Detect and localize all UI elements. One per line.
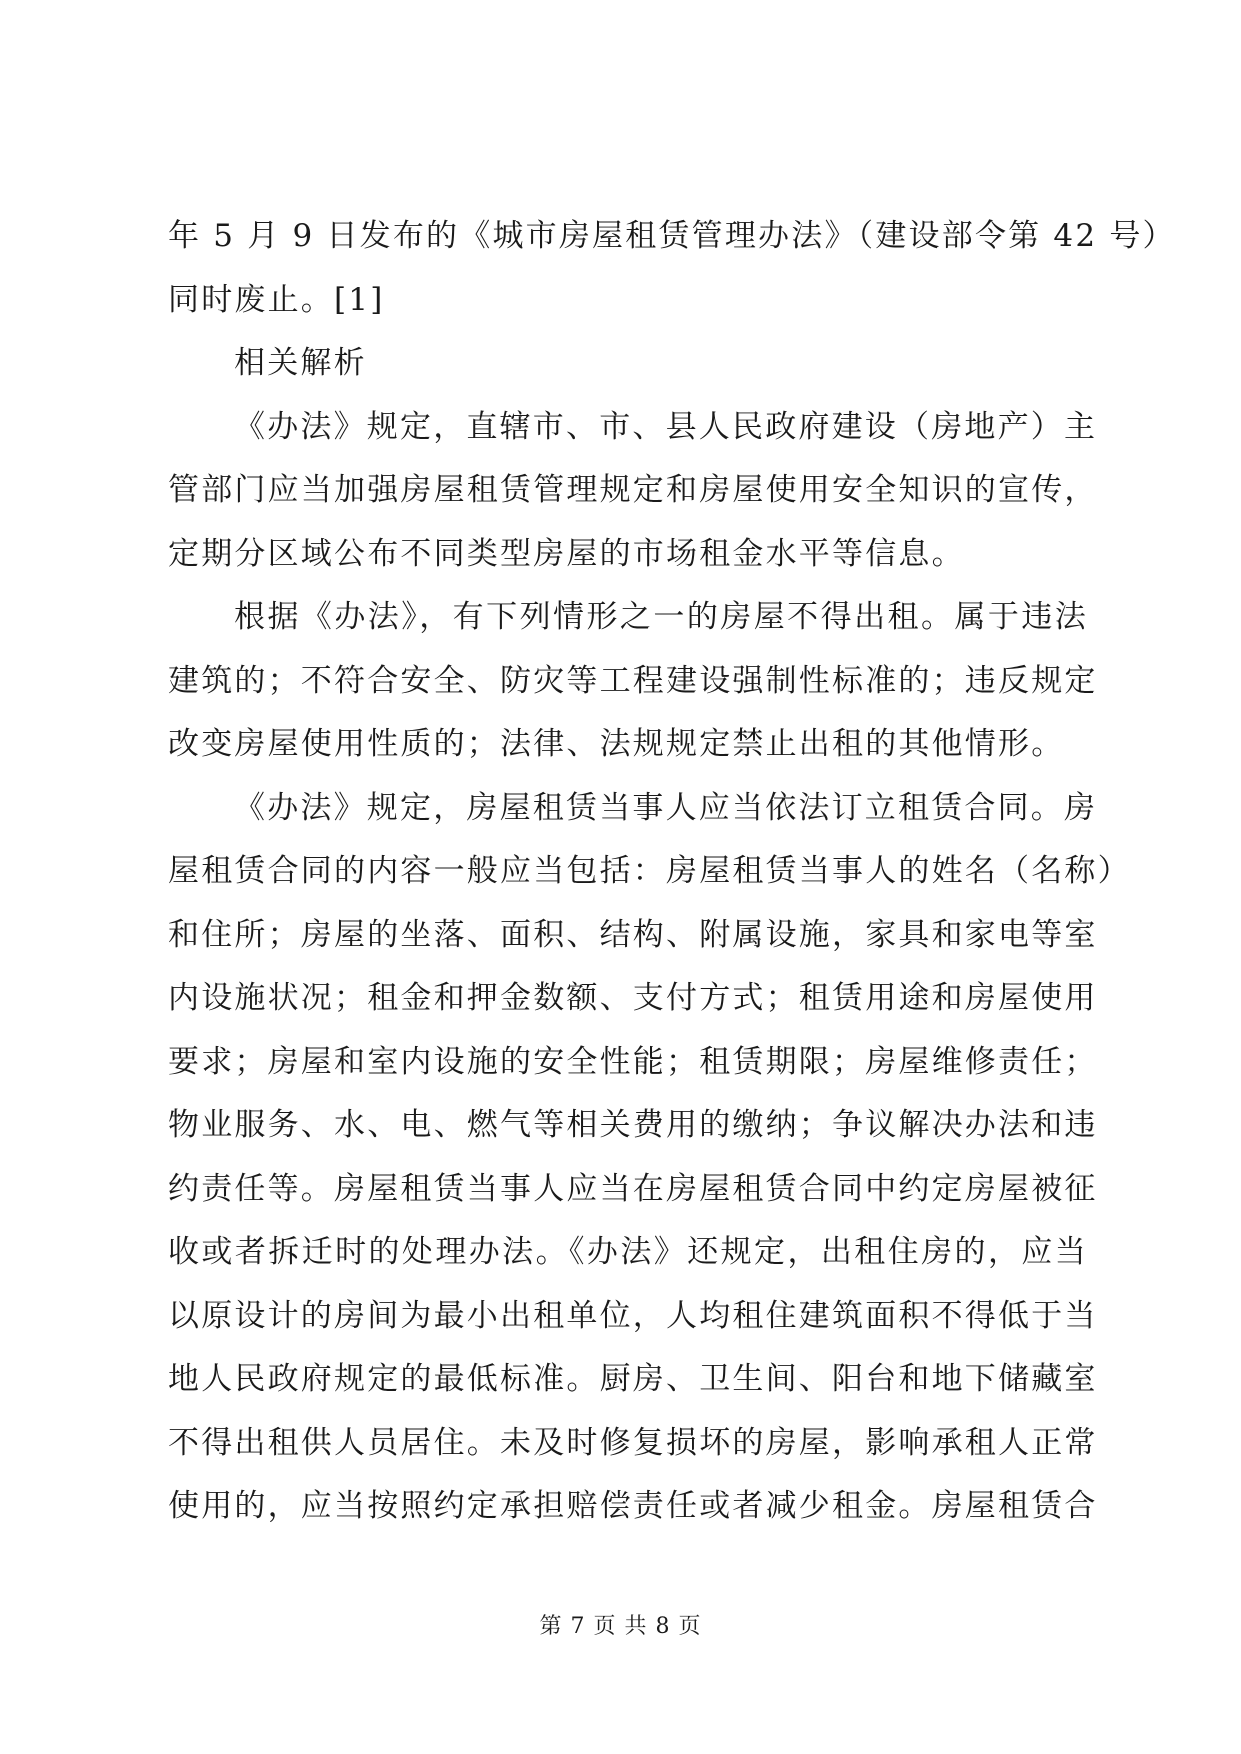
- text-line: 定期分区域公布不同类型房屋的市场租金水平等信息。: [168, 535, 965, 572]
- text-line: 要求；房屋和室内设施的安全性能；租赁期限；房屋维修责任；: [168, 1043, 1098, 1080]
- text-line: 建筑的；不符合安全、防灾等工程建设强制性标准的；违反规定: [168, 662, 1098, 699]
- text-line: 地人民政府规定的最低标准。厨房、卫生间、阳台和地下储藏室: [168, 1361, 1098, 1397]
- text-line: 管部门应当加强房屋租赁管理规定和房屋使用安全知识的宣传，: [168, 472, 1098, 508]
- text-line: 根据《办法》，有下列情形之一的房屋不得出租。属于违法: [234, 599, 1088, 635]
- text-line: 以原设计的房间为最小出租单位，人均租住建筑面积不得低于当: [168, 1297, 1098, 1334]
- text-line: 屋租赁合同的内容一般应当包括：房屋租赁当事人的姓名（名称）: [168, 853, 1131, 889]
- text-line: 约责任等。房屋租赁当事人应当在房屋租赁合同中约定房屋被征: [168, 1170, 1098, 1207]
- text-line: 物业服务、水、电、燃气等相关费用的缴纳；争议解决办法和违: [168, 1107, 1098, 1143]
- document-body: [168, 205, 1176, 1539]
- text-line: 使用的，应当按照约定承担赔偿责任或者减少租金。房屋租赁合: [168, 1488, 1098, 1524]
- text-line: 《办法》规定，房屋租赁当事人应当依法订立租赁合同。房: [234, 789, 1098, 826]
- text-line: 相关解析: [234, 345, 367, 381]
- text-line: 和住所；房屋的坐落、面积、结构、附属设施，家具和家电等室: [168, 916, 1098, 953]
- text-line: 《办法》规定，直辖市、市、县人民政府建设（房地产）主: [234, 408, 1098, 445]
- text-line: 不得出租供人员居住。未及时修复损坏的房屋，影响承租人正常: [168, 1424, 1098, 1461]
- text-line: 同时废止。[1]: [168, 281, 385, 318]
- text-line: 改变房屋使用性质的；法律、法规规定禁止出租的其他情形。: [168, 726, 1065, 762]
- page-footer: 第 7 页 共 8 页: [539, 1614, 702, 1639]
- text-line: 收或者拆迁时的处理办法。《办法》还规定，出租住房的，应当: [168, 1234, 1088, 1270]
- text-line: 内设施状况；租金和押金数额、支付方式；租赁用途和房屋使用: [168, 980, 1098, 1016]
- text-line: 年 5 月 9 日发布的《城市房屋租赁管理办法》（建设部令第 42 号）: [168, 218, 1176, 254]
